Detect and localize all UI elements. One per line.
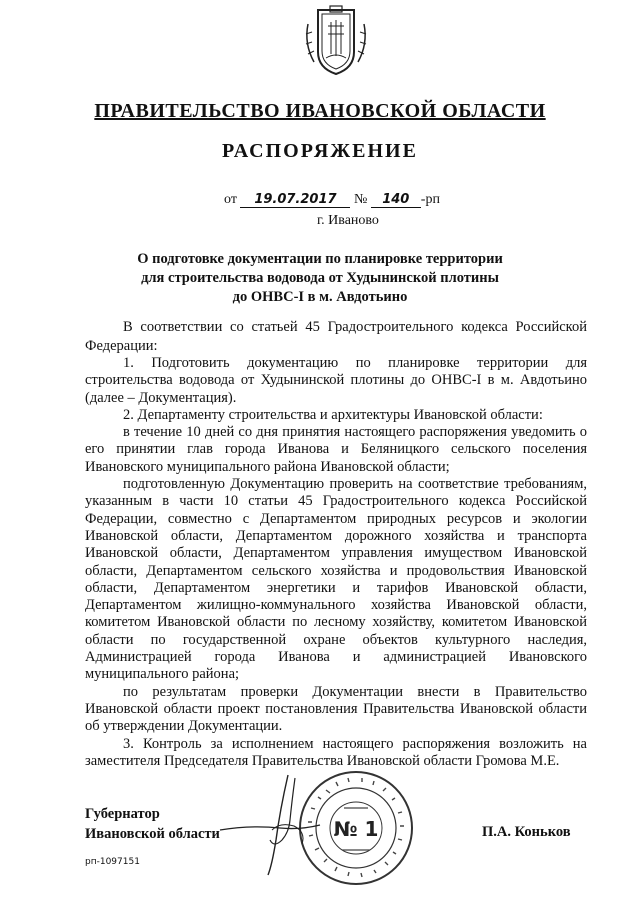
body-paragraph: В соответствии со статьей 45 Градостроительного кодекса Российской Федерации:: [85, 319, 587, 354]
number-prefix: №: [353, 192, 368, 207]
body-paragraph: 2. Департаменту строительства и архитектуры Ивановской области:: [123, 406, 543, 423]
signer-name: П.А. Коньков: [482, 824, 571, 840]
seal-number: № 1: [333, 817, 379, 841]
document-number: 140: [371, 193, 421, 208]
date-prefix: от: [224, 192, 237, 207]
registration-code: рп-1097151: [85, 857, 140, 867]
body-paragraph: 1. Подготовить документацию по планировке территории для строительства водовода от Худынинской плотины до ОНВС-I в м. Авдотьино (далее – Документация).: [85, 355, 587, 406]
body-paragraph: по результатам проверки Документации внести в Правительство Ивановской области проект постановления Правительства Ивановской области об утверждении Документации.: [85, 683, 587, 735]
document-subject: [100, 250, 540, 307]
document-type: РАСПОРЯЖЕНИЕ: [222, 140, 418, 162]
signer-title-line: Губернатор: [85, 806, 160, 822]
number-suffix: -рп: [420, 192, 440, 207]
body-paragraph: подготовленную Документацию проверить на соответствие требованиям, указанным в части 10 статьи 45 Градостроительного кодекса Российской Федерации, совместно с Департаментом природных ресурсов и экологии Ивановской области, Департаментом дорожного хозяйства и транспорта Ивановской области, Департаментом управления имуществом Ивановской области, Департаментом сельского хозяйства и продовольствия Ивановской области, Департаментом энергетики и тарифов Ивановской области, Департаментом жилищно-коммунального хозяйства Ивановской области, комитетом Ивановской области по лесному хозяйству, комитетом Ивановской области по государственной охране объектов культурного наследия, Администрацией города Иванова и администрацией Ивановского муниципального района;: [85, 476, 587, 683]
body-paragraph: в течение 10 дней со дня принятия настоящего распоряжения уведомить о его принятии глав города Иванова и Беляницкого сельского поселения Ивановского муниципального района Ивановской области;: [85, 424, 587, 475]
subject-line: для строительства водовода от Худынинской плотины: [141, 270, 499, 286]
city: г. Иваново: [317, 213, 379, 228]
body-paragraph: 3. Контроль за исполнением настоящего распоряжения возложить на заместителя Председателя Правительства Ивановской области Громова М.Е.: [85, 735, 587, 769]
handwritten-signature-icon: [210, 770, 340, 880]
subject-line: до ОНВС-I в м. Авдотьино: [232, 289, 408, 305]
document-date: 19.07.2017: [240, 193, 350, 208]
coat-of-arms-icon: [300, 4, 372, 78]
date-number-line: [224, 192, 440, 208]
subject-line: О подготовке документации по планировке территории: [137, 251, 503, 267]
signer-title-line: Ивановской области: [85, 826, 220, 842]
document-body: [85, 318, 587, 770]
signer-title: [85, 804, 220, 844]
government-title: ПРАВИТЕЛЬСТВО ИВАНОВСКОЙ ОБЛАСТИ: [94, 100, 546, 122]
